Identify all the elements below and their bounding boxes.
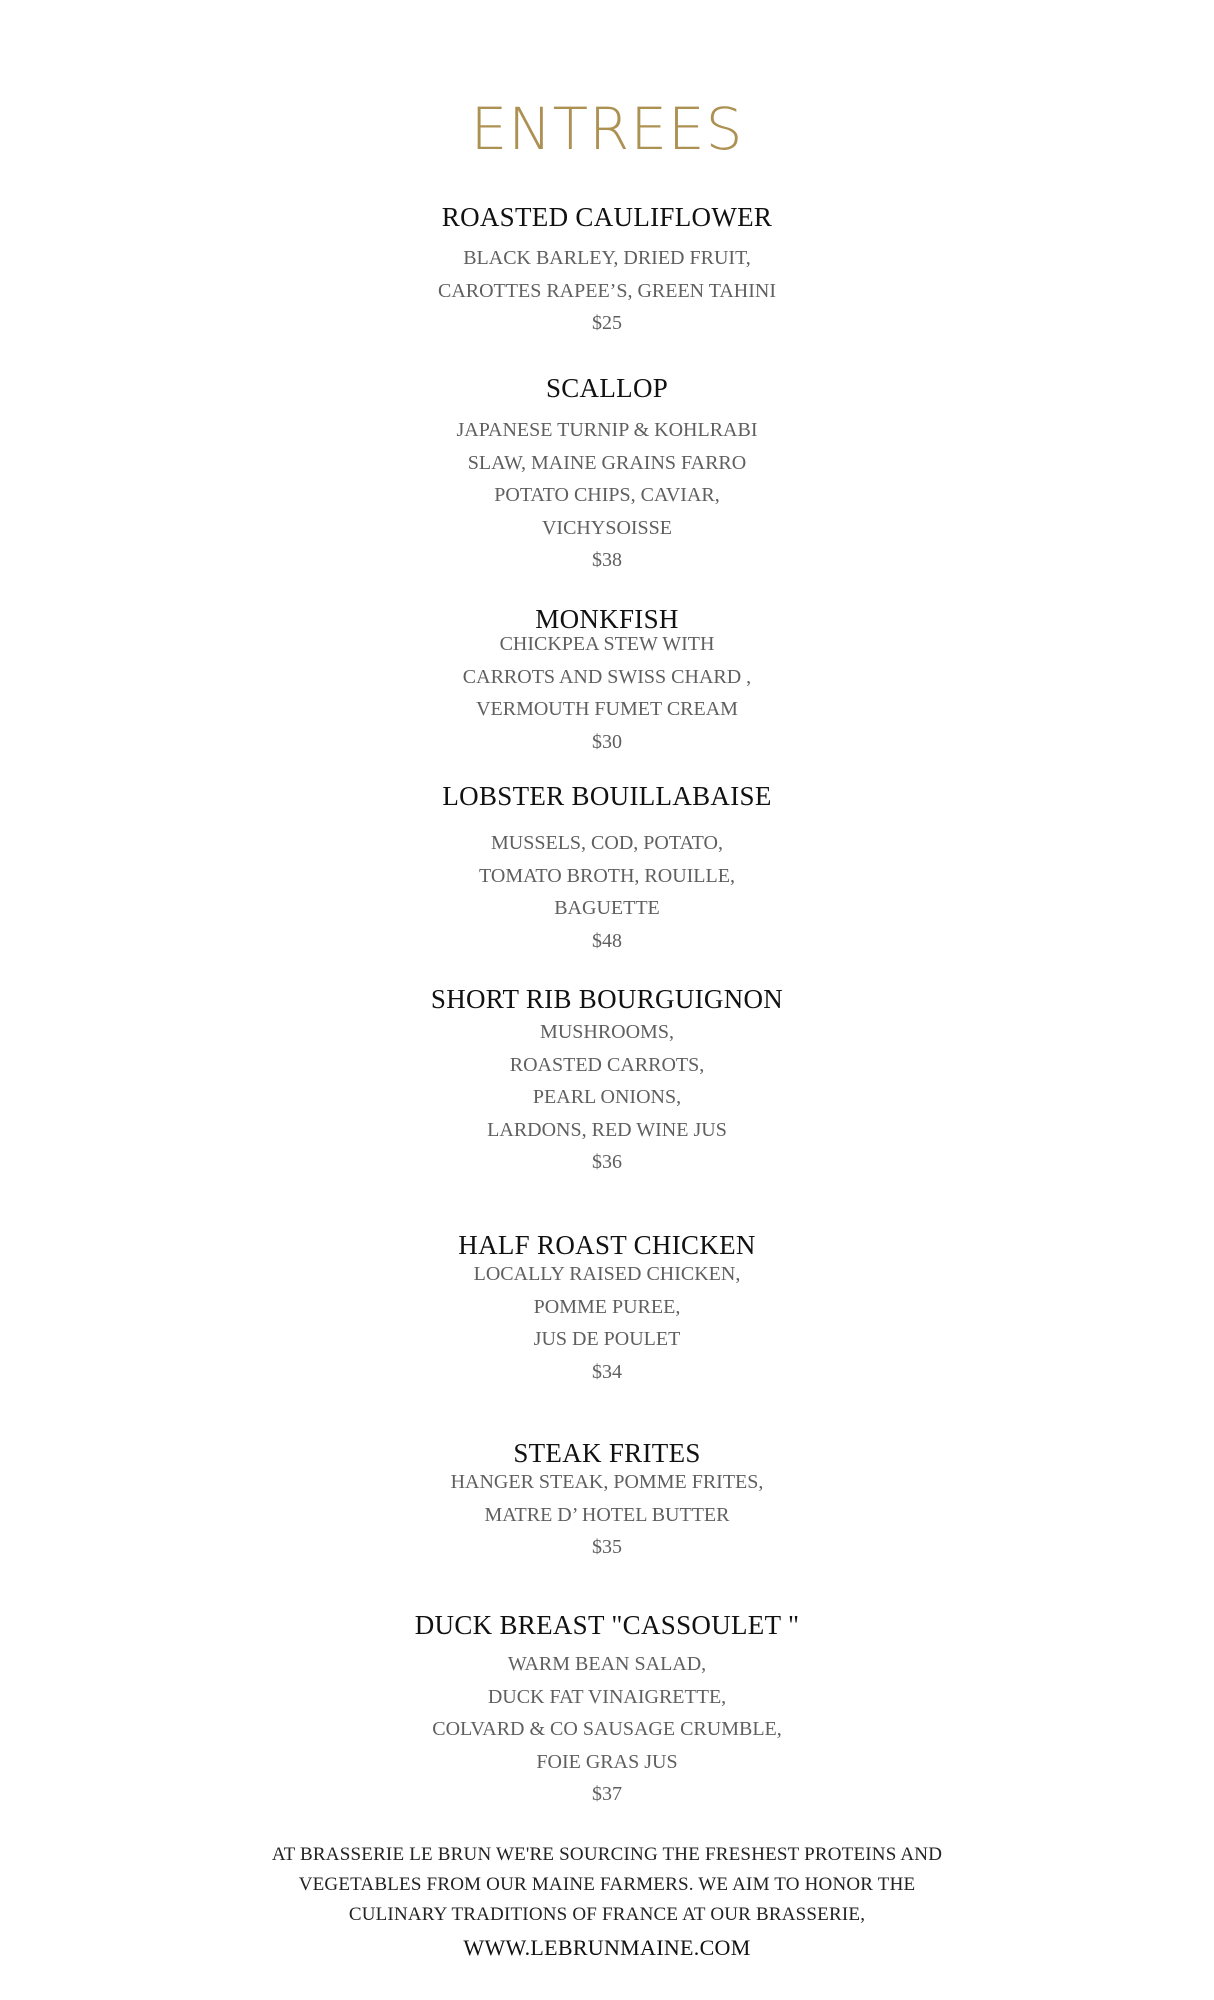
menu-item-price: $37 xyxy=(592,1783,622,1805)
menu-title: ENTREES xyxy=(470,95,744,163)
menu-item-description-line: JUS DE POULET xyxy=(533,1328,681,1350)
footer-statement-line: AT BRASSERIE LE BRUN WE'RE SOURCING THE FRESHEST PROTEINS AND xyxy=(271,1844,943,1865)
menu-item xyxy=(0,602,1214,758)
menu-item-description-line: MUSSELS, COD, POTATO, xyxy=(491,832,723,854)
menu-item-description-line: SLAW, MAINE GRAINS FARRO xyxy=(467,451,747,474)
menu-item-name: ROASTED CAULIFLOWER xyxy=(441,202,773,232)
menu-item-description-line: LARDONS, RED WINE JUS xyxy=(487,1118,727,1141)
menu-item-name: STEAK FRITES xyxy=(513,1438,701,1468)
menu-item-price: $34 xyxy=(592,1360,622,1383)
menu-item-name: LOBSTER BOUILLABAISE xyxy=(442,781,772,811)
menu-item-description-line: ROASTED CARROTS, xyxy=(509,1053,705,1076)
menu-item-price: $35 xyxy=(592,1536,622,1558)
website-link[interactable]: WWW.LEBRUNMAINE.COM xyxy=(463,1935,751,1960)
menu-item-description-line: POTATO CHIPS, CAVIAR, xyxy=(494,484,720,506)
menu-item-name: HALF ROAST CHICKEN xyxy=(458,1230,756,1260)
menu-item-price: $48 xyxy=(592,929,622,952)
menu-item-description-line: DUCK FAT VINAIGRETTE, xyxy=(487,1685,727,1708)
menu-item-description-line: VICHYSOISSE xyxy=(541,516,673,539)
menu-item-description-line: CHICKPEA STEW WITH xyxy=(499,633,715,655)
menu-item-description-line: CAROTTES RAPEE’S, GREEN TAHINI xyxy=(437,279,777,302)
menu-item-description-line: MUSHROOMS, xyxy=(540,1021,674,1043)
footer-statement-line: CULINARY TRADITIONS OF FRANCE AT OUR BRASSERIE, xyxy=(348,1904,866,1925)
footer-statement-line: VEGETABLES FROM OUR MAINE FARMERS. WE AIM TO HONOR THE xyxy=(298,1874,916,1895)
menu-item-name: SHORT RIB BOURGUIGNON xyxy=(430,984,784,1014)
menu-item-description-line: WARM BEAN SALAD, xyxy=(507,1653,707,1675)
menu-item-price: $25 xyxy=(592,312,622,334)
footer xyxy=(0,1840,1214,1964)
menu-item xyxy=(0,1436,1214,1564)
menu-item-description-line: BAGUETTE xyxy=(554,897,660,919)
menu-item-price: $30 xyxy=(592,730,622,753)
menu-item-description-line: COLVARD & CO SAUSAGE CRUMBLE, xyxy=(432,1718,782,1740)
menu-item-price: $36 xyxy=(592,1151,622,1173)
menu-item-name: SCALLOP xyxy=(545,373,669,403)
menu-item-name: DUCK BREAST "CASSOULET " xyxy=(414,1610,800,1640)
menu-item-description-line: VERMOUTH FUMET CREAM xyxy=(476,698,738,720)
menu-item-description-line: HANGER STEAK, POMME FRITES, xyxy=(450,1471,764,1493)
menu-item xyxy=(0,200,1214,340)
menu-item-description-line: JAPANESE TURNIP & KOHLRABI xyxy=(456,419,758,441)
menu-item-price: $38 xyxy=(592,549,622,571)
menu-item-description-line: CARROTS AND SWISS CHARD , xyxy=(462,665,752,688)
menu-item xyxy=(0,1608,1214,1811)
menu-item xyxy=(0,371,1214,577)
menu-item xyxy=(0,982,1214,1179)
menu-item-description-line: POMME PUREE, xyxy=(533,1295,681,1318)
menu-item-description-line: PEARL ONIONS, xyxy=(532,1086,682,1108)
menu-item-name: MONKFISH xyxy=(535,604,679,634)
menu-item-description-line: FOIE GRAS JUS xyxy=(536,1750,678,1773)
menu-item-description-line: LOCALLY RAISED CHICKEN, xyxy=(473,1263,741,1285)
menu-item xyxy=(0,1228,1214,1388)
menu-item-description-line: BLACK BARLEY, DRIED FRUIT, xyxy=(463,247,751,269)
menu-item-description-line: TOMATO BROTH, ROUILLE, xyxy=(479,864,735,887)
menu-item xyxy=(0,779,1214,957)
menu-item-description-line: MATRE D’ HOTEL BUTTER xyxy=(484,1503,730,1526)
